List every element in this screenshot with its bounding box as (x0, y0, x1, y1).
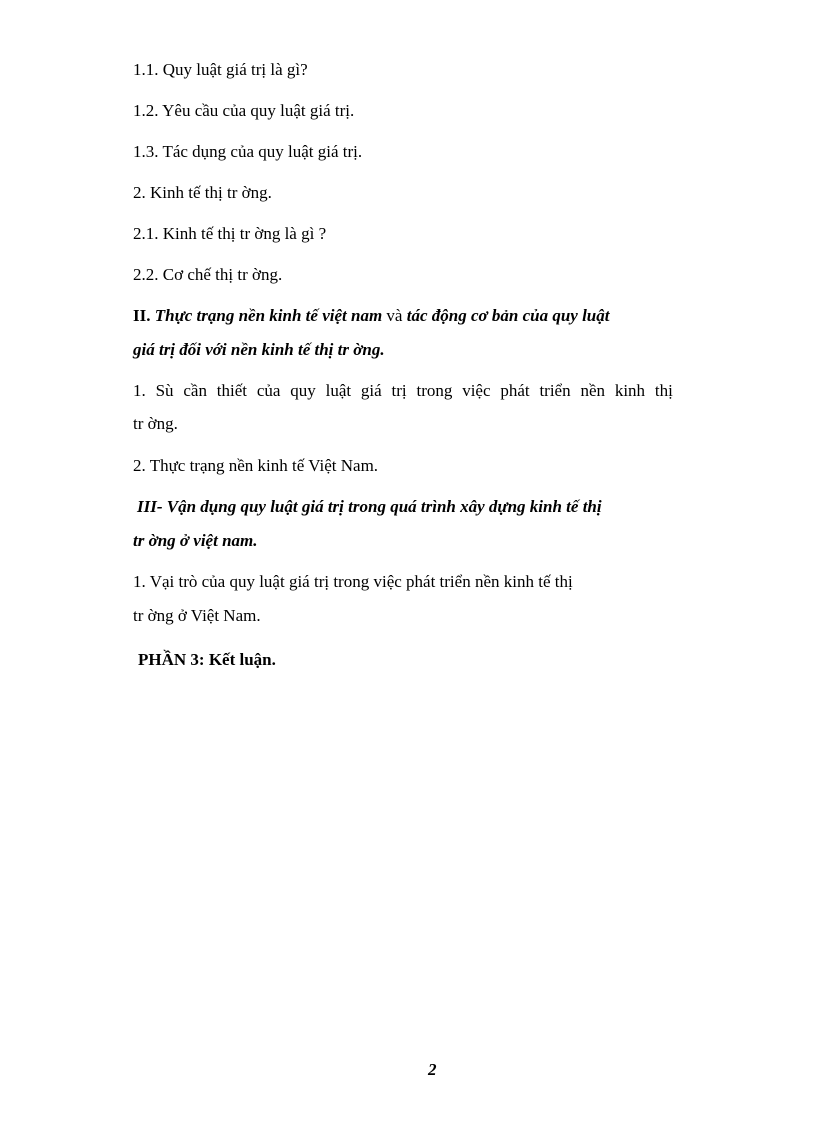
page-number: 2 (428, 1060, 437, 1079)
section-2-title-b: tác động cơ bản của quy luật (406, 306, 610, 325)
word: quy (290, 381, 316, 400)
word: phát (500, 381, 530, 400)
word: triển (539, 381, 571, 400)
toc-item-2-1: 2.1. Kinh tế thị tr ờng là gì ? (133, 224, 327, 243)
toc-item-1-2: 1.2. Yêu cầu của quy luật giá trị. (133, 101, 355, 120)
word: của (256, 381, 281, 400)
word: thiết (216, 381, 248, 400)
word: kinh (614, 381, 646, 400)
section-3-title-line1: III- Vận dụng quy luật giá trị trong quá trình xây dựng kinh tế thị (137, 497, 602, 516)
word: việc (462, 381, 491, 400)
section-2-connector: và (386, 306, 403, 325)
word: trị (391, 381, 407, 400)
section-3-heading-line2 (133, 531, 258, 551)
word: giá (360, 381, 382, 400)
toc-item-III-1-line2: tr ờng ở Việt Nam. (133, 606, 261, 625)
word: Sù (155, 381, 174, 400)
word: thị (654, 381, 673, 400)
word: luật (325, 381, 352, 400)
toc-item-II-2: 2. Thực trạng nền kinh tế Việt Nam. (133, 456, 379, 475)
toc-item-2: 2. Kinh tế thị tr ờng. (133, 183, 272, 202)
section-2-title-c: giá trị đối với nền kinh tế thị tr ờng. (133, 340, 385, 359)
toc-item-1-1: 1.1. Quy luật giá trị là gì? (133, 60, 308, 79)
part-3-heading: PHẦN 3: Kết luận. (138, 650, 276, 669)
word: trong (416, 381, 453, 400)
toc-item-III-1-line1: 1. Vại trò của quy luật giá trị trong việc phát triển nền kinh tế thị (133, 572, 573, 591)
toc-item-II-1-line1 (133, 381, 673, 401)
word: cần (183, 381, 207, 400)
section-3-title-line2: tr ờng ở việt nam. (133, 531, 258, 550)
toc-item-II-1-line2: tr ờng. (133, 414, 178, 433)
section-2-title-a: Thực trạng nền kinh tế việt nam (154, 306, 383, 325)
section-2-heading-line1 (133, 306, 609, 326)
section-3-heading-line1 (137, 497, 602, 517)
section-2-numeral: II. (133, 306, 151, 325)
toc-item-2-2: 2.2. Cơ chế thị tr ờng. (133, 265, 283, 284)
toc-item-1-3: 1.3. Tác dụng của quy luật giá trị. (133, 142, 363, 161)
word: 1. (133, 381, 146, 400)
word: nền (580, 381, 605, 400)
section-2-heading-line2 (133, 340, 385, 360)
